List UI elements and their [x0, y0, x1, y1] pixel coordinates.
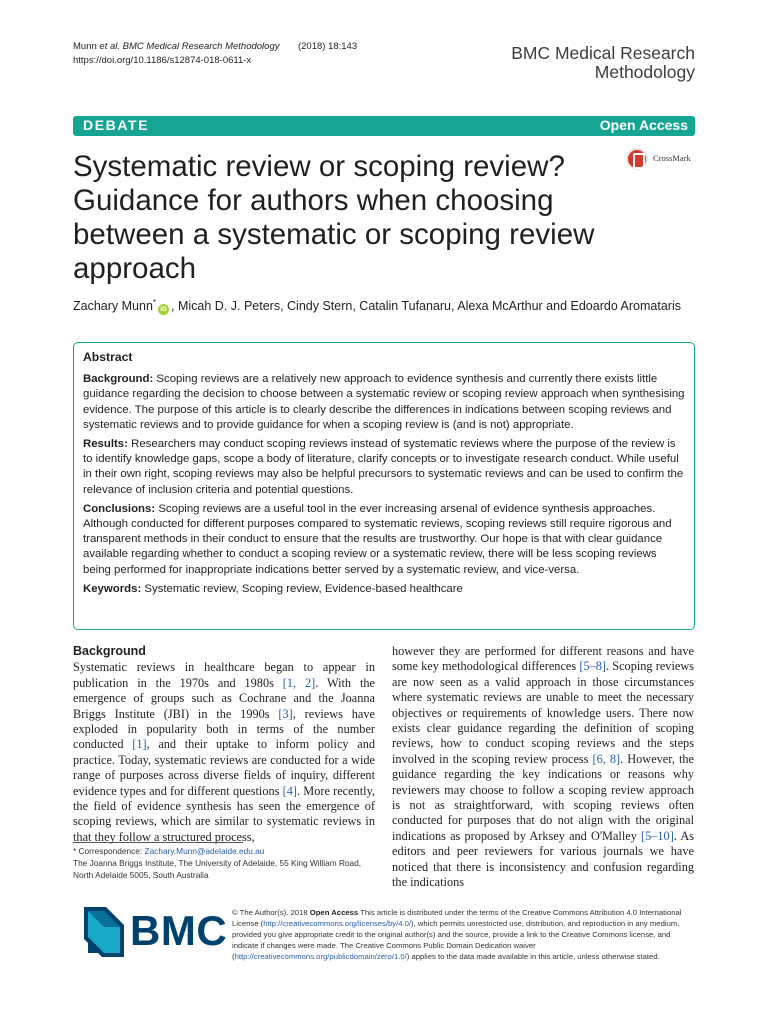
abstract-background-text: Scoping reviews are a relatively new approach to evidence synthesis and currently there exists little guidance regarding the decision to choose between a systematic review or scoping review approach when synthesising evidence. The purpose of this article is to clearly describe the differences in indications between scoping reviews and systematic reviews and to provide guidance for when a scoping review is (and is not) appropriate.	[83, 373, 685, 431]
abstract-results	[83, 437, 685, 498]
journal-brand	[511, 44, 695, 82]
article-type-label: DEBATE	[83, 117, 150, 133]
corresponding-author[interactable]: Zachary Munn	[73, 299, 153, 314]
citation-header	[73, 40, 357, 68]
license-copyright: © The Author(s). 2018	[232, 908, 310, 917]
body-text: , reviews have exploded in popularity both in terms of the number conducted	[73, 706, 375, 752]
citation-link[interactable]: [5–8]	[579, 659, 606, 674]
license-text: This article is distributed under the terms of the Creative Commons Attribution 4.0 International License (	[232, 908, 682, 928]
citation-link[interactable]: [1, 2]	[282, 675, 316, 690]
correspondence-email[interactable]: Zachary.Munn@adelaide.edu.au	[144, 846, 265, 856]
abstract-results-text: Researchers may conduct scoping reviews instead of systematic reviews where the purpose of the review is to identify knowledge gaps, scope a body of literature, clarify concepts or to investigate research conduct. While useful in their own right, scoping reviews may also be helpful precursors to systematic reviews and can be used to confirm the relevance of inclusion criteria and potential questions.	[83, 438, 684, 496]
citation-link[interactable]: [4]	[282, 783, 297, 798]
body-text: . However, the guidance regarding the key indications or reasons why reviewers may choose to follow a scoping review approach is not as straightforward, with scoping reviews often conducted for purposes that do not align with the original indications as proposed by Arksey and O'Malley	[392, 751, 695, 843]
body-text: Systematic reviews in healthcare began to appear in publication in the 1970s and 1980s	[73, 660, 375, 690]
bmc-logo-word: BMC	[130, 907, 228, 954]
orcid-icon[interactable]: iD	[158, 304, 169, 315]
abstract-heading: Abstract	[83, 350, 133, 364]
footnote-divider	[73, 842, 243, 843]
license-open-access: Open Access	[309, 908, 359, 917]
body-column-left	[73, 644, 375, 845]
corresponding-asterisk: *	[152, 298, 157, 307]
abstract-keywords-label: Keywords:	[83, 582, 142, 595]
citation-etal: et al.	[99, 41, 121, 52]
abstract-background	[83, 372, 685, 433]
abstract-box	[73, 342, 695, 630]
citation-link[interactable]: [6, 8]	[592, 751, 621, 766]
bmc-logo	[84, 905, 228, 961]
body-text: . Scoping reviews are now seen as a valid approach in those circumstances where systematic reviews are unable to meet the necessary objectives or requirements of knowledge users. There now exists clear guidance regarding the definition of scoping reviews, how to conduct scoping reviews and the steps involved in the scoping review process	[392, 659, 694, 766]
correspondence-label: * Correspondence:	[73, 846, 145, 856]
body-text: . As editors and peer reviewers for various journals we have noticed that there is inconsistency and confusion regarding the indications	[392, 828, 695, 890]
open-access-label: Open Access	[599, 117, 688, 133]
license-statement	[232, 908, 697, 963]
doi-link[interactable]: https://doi.org/10.1186/s12874-018-0611-x	[73, 55, 252, 66]
citation-link[interactable]: [5–10]	[641, 828, 674, 843]
license-text: ) applies to the data made available in this article, unless otherwise stated.	[406, 951, 660, 961]
article-title: Systematic review or scoping review? Guidance for authors when choosing between a systematic or scoping review approach	[73, 150, 595, 285]
co-authors: , Micah D. J. Peters, Cindy Stern, Catalin Tufanaru, Alexa McArthur and Edoardo Aromataris	[171, 299, 681, 314]
body-text: . With the emergence of groups such as Cochrane and the Joanna Briggs Institute (JBI) in the 1990s	[73, 675, 375, 721]
abstract-results-label: Results:	[83, 438, 128, 451]
citation-link[interactable]: [1]	[132, 737, 147, 752]
body-text: , and their uptake to inform policy and practice. Today, systematic reviews are conducted for a wide range of purposes across diverse fields of inquiry, different evidence types and for different questions	[73, 737, 375, 798]
abstract-keywords	[83, 582, 685, 597]
body-column-right	[392, 644, 694, 891]
body-text: however they are performed for different reasons and have some key methodological differences	[392, 644, 694, 674]
license-text: ), which permits unrestricted use, distribution, and reproduction in any medium, provided you give appropriate credit to the original author(s) and the source, provide a link to the Creative Commons license, and indicate if changes were made. The Creative Commons Public Domain Dedication waiver (	[232, 918, 680, 961]
body-text: . More recently, the field of evidence synthesis has seen the emergence of scoping reviews, which are similar to systematic reviews in that they follow a structured process,	[73, 783, 375, 844]
author-list	[73, 298, 703, 315]
crossmark-badge[interactable]	[626, 148, 698, 172]
citation-authors: Munn	[73, 41, 100, 52]
journal-brand-line2: Methodology	[594, 62, 695, 82]
bmc-logo-icon	[84, 907, 124, 957]
affiliation: The Joanna Briggs Institute, The University of Adelaide, 55 King William Road, North Adelaide 5005, South Australia	[73, 858, 362, 880]
abstract-keywords-text: Systematic review, Scoping review, Evidence-based healthcare	[141, 582, 463, 595]
citation-line	[73, 40, 357, 54]
citation-link[interactable]: [3]	[278, 706, 293, 721]
abstract-background-label: Background:	[83, 373, 154, 386]
correspondence-footnote	[73, 845, 383, 881]
article-type-banner	[73, 116, 695, 136]
citation-year-volume: (2018) 18:143	[297, 41, 358, 52]
abstract-conclusions-text: Scoping reviews are a useful tool in the ever increasing arsenal of evidence synthesis approaches. Although conducted for different purposes compared to systematic reviews, scoping reviews still require rigorous and transparent methods in their conduct to ensure that the results are trustworthy. Our hope is that with clear guidance available regarding whether to conduct a scoping review or a systematic review, there will be less scoping reviews being performed for inappropriate indications better served by a systematic review, and vice-versa.	[83, 502, 672, 576]
abstract-conclusions	[83, 502, 685, 578]
journal-brand-line1: BMC Medical Research	[511, 43, 695, 63]
correspondence-line	[73, 845, 383, 857]
crossmark-label: CrossMark	[653, 153, 691, 163]
citation-journal: BMC Medical Research Methodology	[122, 41, 280, 52]
license-link[interactable]: http://creativecommons.org/licenses/by/4.0/	[263, 918, 412, 928]
section-heading: Background	[73, 644, 146, 658]
abstract-conclusions-label: Conclusions:	[83, 502, 156, 515]
license-link[interactable]: http://creativecommons.org/publicdomain/zero/1.0/	[234, 951, 407, 961]
